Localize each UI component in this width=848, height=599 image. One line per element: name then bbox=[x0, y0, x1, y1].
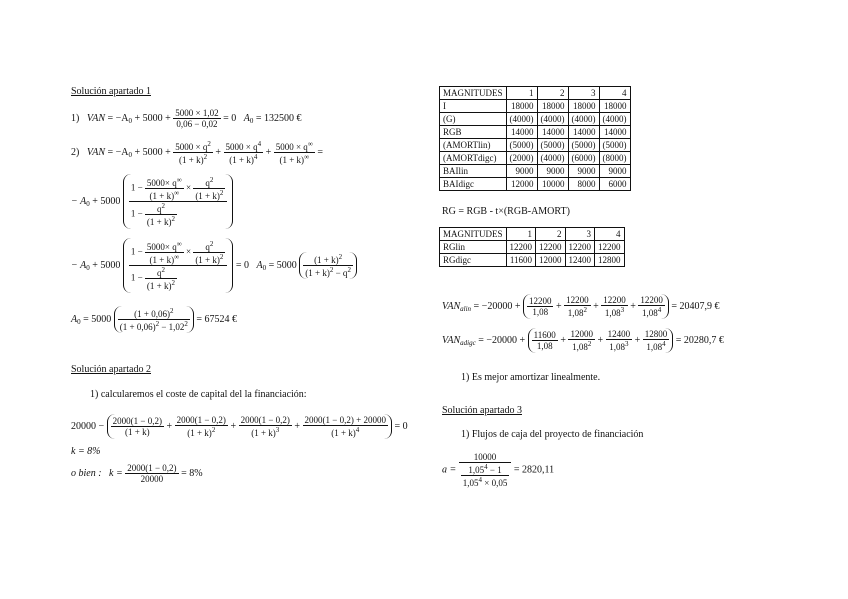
table2-header-cell: MAGNITUDES bbox=[440, 228, 507, 241]
table-row bbox=[440, 113, 631, 126]
table-cell: 18000 bbox=[506, 100, 537, 113]
row-label: (AMORTdigc) bbox=[440, 152, 507, 165]
table-cell: (6000) bbox=[568, 152, 599, 165]
table-cell: 12800 bbox=[595, 254, 625, 267]
table2-header-cell: 3 bbox=[565, 228, 595, 241]
table1-header-cell: 1 bbox=[506, 87, 537, 100]
equation-geometric-sum: − $A_0 + 5000$ 1 − $\frac{5000\times q^\infty}{(1 + k)^\infty}$ × $\frac{q^2}{(1 + k)^2}$ 1 − $\frac{q^2}{(1 + k)^2}$ bbox=[71, 174, 233, 229]
table-cell: 12000 bbox=[506, 178, 537, 191]
annuity-result: = 2820,11 bbox=[511, 464, 555, 476]
table-cell: 12400 bbox=[565, 254, 595, 267]
van-symbol: VAN bbox=[86, 112, 105, 124]
table-row bbox=[440, 165, 631, 178]
k-result: k = 8% bbox=[71, 446, 101, 457]
table-cell: (5000) bbox=[568, 139, 599, 152]
equation-van-digitos: $VAN_{adigc} = -20000$ + $\frac{11600}{1,08}$ + $\frac{12000}{1,08^2}$ + $\frac{12400}{1,08^3}$ + $\frac{12800}{1,08^4}$ = 20280,7 € bbox=[442, 329, 724, 352]
table-cell: 6000 bbox=[599, 178, 630, 191]
parenthesized-sum: $\frac{2000(1 - 0,2)}{(1 + k)}$ + $\frac{2000(1 - 0,2)}{(1 + k)^2}$ + $\frac{2000(1 - 0,2)}{(1 + k)^3}$ + $\frac{2000(1 - 0,2) + 20000}{(1 + k)^4}$ bbox=[107, 414, 392, 439]
table-cell: 12200 bbox=[506, 241, 536, 254]
table-cell: 14000 bbox=[506, 126, 537, 139]
formula-rg: RG = RGB - t×(RGB-AMORT) bbox=[442, 206, 570, 217]
van-digc-result: = 20280,7 € bbox=[673, 334, 724, 346]
rg-table bbox=[439, 227, 625, 267]
heading-apartado-1: Solución apartado 1 bbox=[71, 86, 151, 97]
table2-header-cell: 1 bbox=[506, 228, 536, 241]
table-cell: 11600 bbox=[506, 254, 536, 267]
item-number: 1) bbox=[71, 112, 80, 124]
table-cell: (5000) bbox=[599, 139, 630, 152]
equation-a0-numeric: $A_0 = 5000$ $\frac{(1 + 0,06)^2}{(1 + 0,06)^2 - 1,02^2}$ = 67524 € bbox=[71, 307, 238, 332]
table-cell: (4000) bbox=[537, 152, 568, 165]
table-cell: 12000 bbox=[536, 254, 566, 267]
table-cell: (8000) bbox=[599, 152, 630, 165]
equation-van-1: 1) VAN = $-A_0 + 5000$ + $\frac{5000 \times 1,02}{0,06 - 0,02}$ = 0 $A_0 = 132500$ € bbox=[71, 108, 302, 129]
result-a0: = 132500 € bbox=[253, 112, 302, 124]
table-cell: 12200 bbox=[595, 241, 625, 254]
table-cell: (4000) bbox=[537, 113, 568, 126]
table-cell: (2000) bbox=[506, 152, 537, 165]
table-cell: 14000 bbox=[537, 126, 568, 139]
equation-cost-of-capital: 20000 − $\frac{2000(1 - 0,2)}{(1 + k)}$ + $\frac{2000(1 - 0,2)}{(1 + k)^2}$ + $\frac{2000(1 - 0,2)}{(1 + k)^3}$ + $\frac{2000(1 - 0,2) + 20000}{(1 + k)^4}$ = 0 bbox=[71, 415, 408, 438]
table1-header-cell: 4 bbox=[599, 87, 630, 100]
equation-van-2: 2) VAN = $-A_0 + 5000$ + $\frac{5000 \times q^2}{(1 + k)^2}$ + $\frac{5000 \times q^4}{(1 + k)^4}$ + $\frac{5000 \times q^\infty}{(1 + k)^\infty}$ = bbox=[71, 140, 323, 165]
table-cell: 10000 bbox=[537, 178, 568, 191]
table-cell: (4000) bbox=[568, 113, 599, 126]
equation-a0-derivation: − $A_0 + 5000$ 1 − $\frac{5000\times q^\infty}{(1 + k)^\infty}$ × $\frac{q^2}{(1 + k)^2}$ 1 − $\frac{q^2}{(1 + k)^2}$ = 0 $A_0 = 5000$ $\frac{(1 + k)^2}{(1 + k)^2 - q^2}$ bbox=[71, 238, 357, 293]
table-cell: 14000 bbox=[568, 126, 599, 139]
table-cell: (5000) bbox=[537, 139, 568, 152]
table-row bbox=[440, 241, 625, 254]
table2-header-cell: 4 bbox=[595, 228, 625, 241]
table-cell: (5000) bbox=[506, 139, 537, 152]
table-row bbox=[440, 152, 631, 165]
table-cell: 14000 bbox=[599, 126, 630, 139]
magnitudes-table bbox=[439, 86, 631, 191]
parenthesized-fraction: $\frac{(1 + 0,06)^2}{(1 + 0,06)^2 - 1,02^2}$ bbox=[114, 306, 194, 333]
table-cell: 9000 bbox=[506, 165, 537, 178]
table-cell: 18000 bbox=[568, 100, 599, 113]
fraction: $\frac{5000 \times q^\infty}{(1 + k)^\infty}$ bbox=[275, 140, 313, 165]
row-label: BAIlin bbox=[440, 165, 507, 178]
parenthesized-fraction: 1 − $\frac{5000\times q^\infty}{(1 + k)^\infty}$ × $\frac{q^2}{(1 + k)^2}$ 1 − $\frac{q^2}{(1 + k)^2}$ bbox=[123, 174, 234, 229]
conclusion: 1) Es mejor amortizar linealmente. bbox=[461, 372, 601, 383]
equation-annuity: a = $\frac{10000}{\frac{1,05^4 - 1}{1,05^4 \times 0,05}}$ = 2820,11 bbox=[442, 452, 555, 488]
parenthesized-fraction: $\frac{(1 + k)^2}{(1 + k)^2 - q^2}$ bbox=[299, 252, 357, 279]
result-a0-value: = 67524 € bbox=[196, 313, 238, 325]
parenthesized-fraction: 1 − $\frac{5000\times q^\infty}{(1 + k)^\infty}$ × $\frac{q^2}{(1 + k)^2}$ 1 − $\frac{q^2}{(1 + k)^2}$ bbox=[123, 238, 234, 293]
equation-van-lineal: $VAN_{alin} = -20000$ + $\frac{12200}{1,08}$ + $\frac{12200}{1,08^2}$ + $\frac{12200}{1,08^3}$ + $\frac{12200}{1,08^4}$ = 20407,9 € bbox=[442, 295, 720, 318]
fraction: $\frac{5000 \times q^2}{(1 + k)^2}$ bbox=[175, 140, 211, 165]
fraction: $\frac{5000 \times q^4}{(1 + k)^4}$ bbox=[225, 140, 262, 165]
table-cell: 9000 bbox=[537, 165, 568, 178]
van-lin-result: = 20407,9 € bbox=[668, 300, 720, 312]
table-cell: (4000) bbox=[599, 113, 630, 126]
table-cell: 8000 bbox=[568, 178, 599, 191]
row-label: RGlin bbox=[440, 241, 507, 254]
heading-apartado-3: Solución apartado 3 bbox=[442, 405, 522, 416]
fraction: $\frac{5000 \times 1,02}{0,06 - 0,02}$ bbox=[175, 108, 219, 129]
table1-header-cell: MAGNITUDES bbox=[440, 87, 507, 100]
table-row bbox=[440, 254, 625, 267]
table-cell: (4000) bbox=[506, 113, 537, 126]
row-label: (AMORTlin) bbox=[440, 139, 507, 152]
table-cell: 9000 bbox=[599, 165, 630, 178]
table-row bbox=[440, 100, 631, 113]
row-label: BAIdigc bbox=[440, 178, 507, 191]
item-cash-flows: 1) Flujos de caja del proyecto de financiación bbox=[461, 429, 644, 440]
table2-header-cell: 2 bbox=[536, 228, 566, 241]
table-cell: 18000 bbox=[599, 100, 630, 113]
table-row bbox=[440, 139, 631, 152]
table2-header-row bbox=[440, 228, 625, 241]
equation-k-simple: o bien : k = $\frac{2000(1 - 0,2)}{20000}$ = 8% bbox=[71, 463, 203, 484]
item-capital-cost: 1) calcularemos el coste de capital del la financiación: bbox=[90, 389, 307, 400]
table-row bbox=[440, 126, 631, 139]
table1-header-cell: 2 bbox=[537, 87, 568, 100]
table-cell: 18000 bbox=[537, 100, 568, 113]
row-label: (G) bbox=[440, 113, 507, 126]
table-cell: 9000 bbox=[568, 165, 599, 178]
row-label: RGdigc bbox=[440, 254, 507, 267]
table1-header-row bbox=[440, 87, 631, 100]
table-row bbox=[440, 178, 631, 191]
table1-header-cell: 3 bbox=[568, 87, 599, 100]
table-cell: 12200 bbox=[565, 241, 595, 254]
row-label: RGB bbox=[440, 126, 507, 139]
table-cell: 12200 bbox=[536, 241, 566, 254]
heading-apartado-2: Solución apartado 2 bbox=[71, 364, 151, 375]
row-label: I bbox=[440, 100, 507, 113]
